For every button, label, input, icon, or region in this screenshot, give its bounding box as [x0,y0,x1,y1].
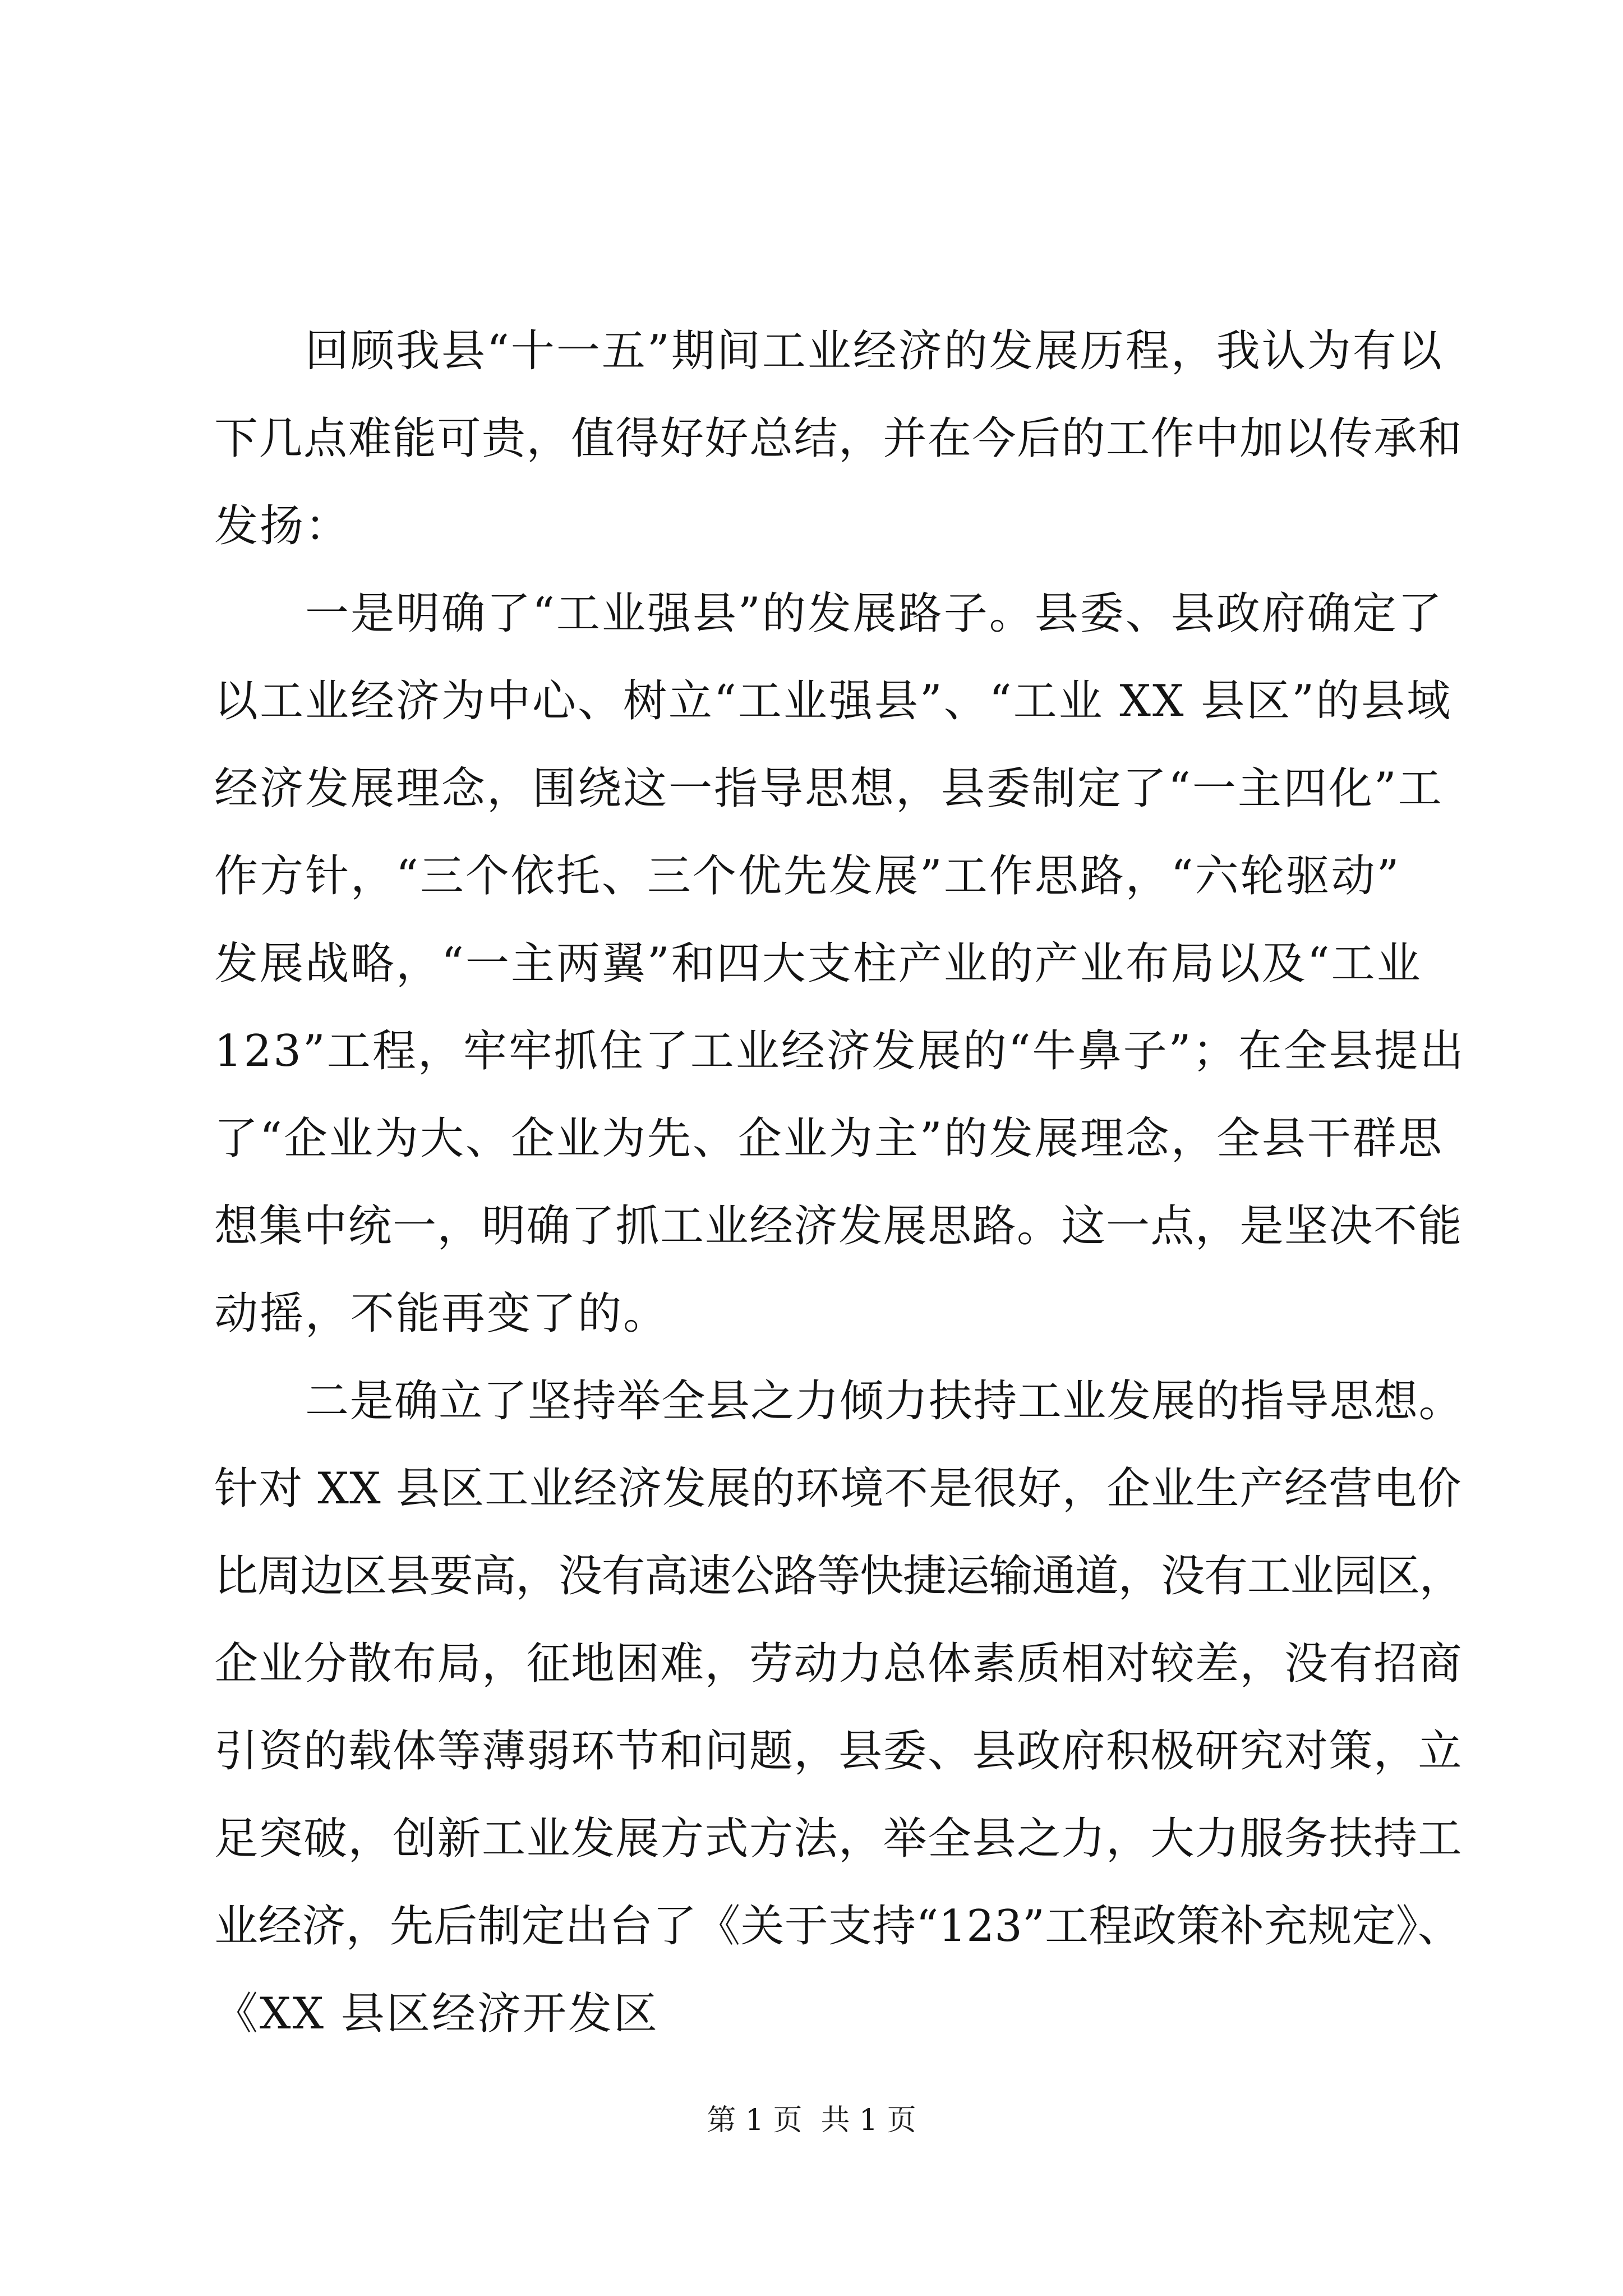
text-line: 回顾我县“十一五”期间工业经济的发展历程，我认为有以 [305,326,1444,376]
text-line: 针对 XX 县区工业经济发展的环境不是很好，企业生产经营电价 [214,1464,1462,1514]
text-line: 以工业经济为中心、树立“工业强县”、“工业 XX 县区”的县域 [214,676,1453,726]
page-number-text: 第 1 页 共 1 页 [707,2104,916,2137]
text-line: 发展战略，“一主两翼”和四大支柱产业的产业布局以及“工业 [214,938,1422,989]
text-line: 引资的载体等薄弱环节和问题，县委、县政府积极研究对策，立 [214,1726,1463,1777]
text-line: 企业分散布局，征地困难，劳动力总体素质相对较差，没有招商 [214,1639,1463,1689]
text-line: 业经济，先后制定出台了《关于支持“123”工程政策补充规定》、 [214,1901,1462,1952]
text-line: 想集中统一，明确了抓工业经济发展思路。这一点，是坚决不能 [214,1201,1463,1251]
text-line: 足突破，创新工业发展方式方法，举全县之力，大力服务扶持工 [214,1814,1463,1864]
text-line: 作方针，“三个依托、三个优先发展”工作思路，“六轮驱动” [214,851,1401,901]
text-line: 一是明确了“工业强县”的发展路子。县委、县政府确定了 [305,588,1444,639]
text-line: 二是确立了坚持举全县之力倾力扶持工业发展的指导思想。 [305,1376,1464,1427]
text-line: 下几点难能可贵，值得好好总结，并在今后的工作中加以传承和 [214,413,1463,464]
text-line: 发扬： [214,501,351,551]
text-line: 比周边区县要高，没有高速公路等快捷运输通道，没有工业园区， [214,1551,1463,1602]
document-body [214,307,1470,2058]
text-line: 了“企业为大、企业为先、企业为主”的发展理念，全县干群思 [214,1114,1444,1164]
text-line: 动摇，不能再变了的。 [214,1289,669,1339]
text-line: 123”工程，牢牢抓住了工业经济发展的“牛鼻子”；在全县提出 [214,1026,1465,1076]
page-footer [0,2101,1623,2140]
text-line: 经济发展理念，围绕这一指导思想，县委制定了“一主四化”工 [214,763,1444,814]
text-line: 《XX 县区经济开发区 [214,1989,659,2039]
